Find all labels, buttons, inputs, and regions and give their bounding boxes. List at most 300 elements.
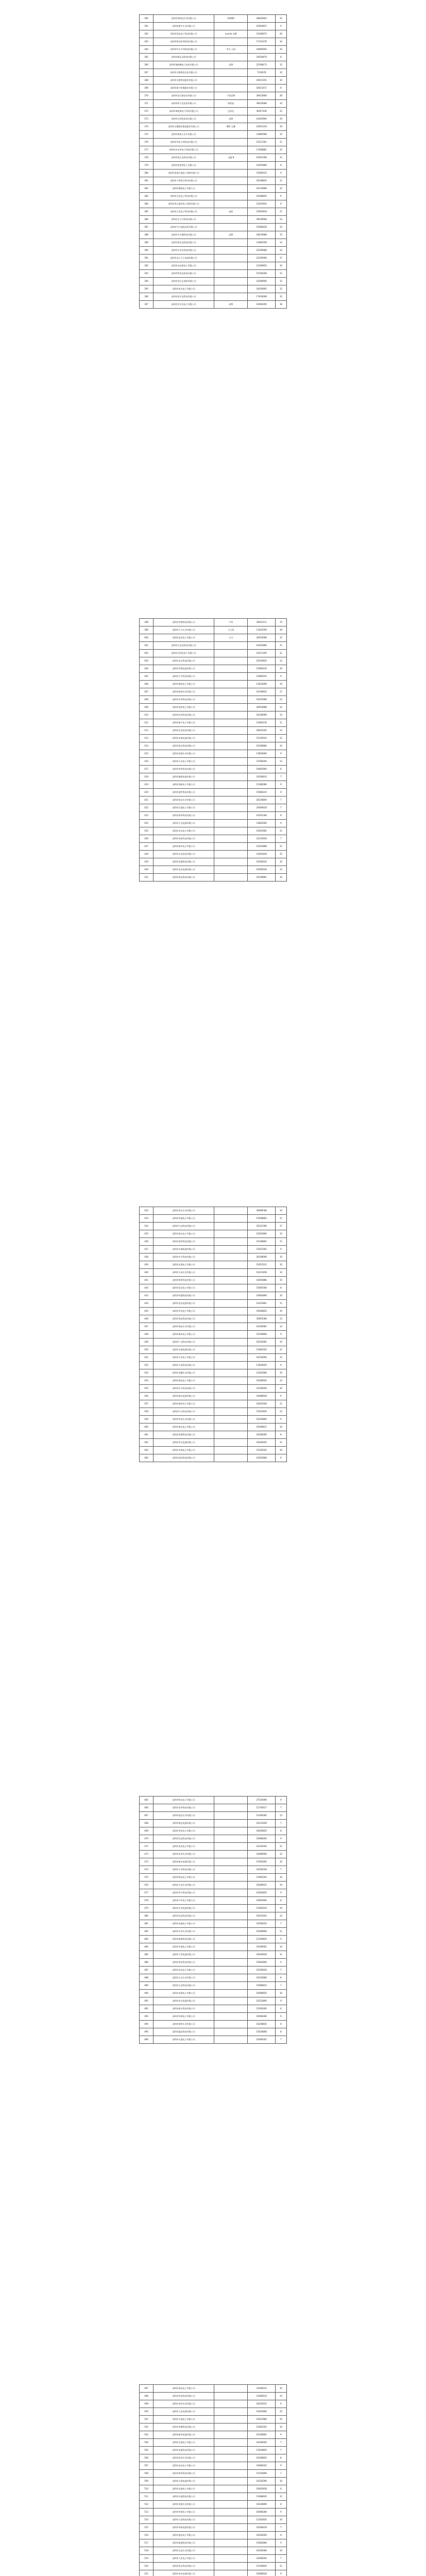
registration-number: 16212628 xyxy=(248,1820,275,1827)
item-count: 9 xyxy=(275,1362,286,1369)
company-name: 深圳市华太平洋科技有限公司 xyxy=(154,46,214,54)
table-row xyxy=(140,820,287,827)
registration-number: 15756617 xyxy=(248,1804,275,1812)
row-number: 383 xyxy=(140,193,154,200)
registration-number: 16206696 xyxy=(248,711,275,719)
row-number: 390 xyxy=(140,247,154,255)
registration-number: 17243378 xyxy=(248,38,275,46)
table-row xyxy=(140,177,287,185)
table-row xyxy=(140,2416,287,2424)
item-count: 12 xyxy=(275,1408,286,1416)
company-name: 深圳市锦华科技有限公司 xyxy=(154,1277,214,1284)
item-count: 10 xyxy=(275,2424,286,2431)
brand-name xyxy=(214,1967,248,1974)
registration-number: 15206826 xyxy=(248,2563,275,2570)
row-number: 433 xyxy=(140,1215,154,1223)
brand-name xyxy=(214,54,248,61)
item-count: 8 xyxy=(275,162,286,170)
registration-number: 16268285 xyxy=(248,1431,275,1439)
brand-name xyxy=(214,1804,248,1812)
row-number: 443 xyxy=(140,1292,154,1300)
table-row xyxy=(140,866,287,874)
table-row xyxy=(140,735,287,742)
table-row xyxy=(140,1300,287,1308)
company-name: 深圳市中天科技有限公司 xyxy=(154,1253,214,1261)
company-name: 深圳市鸿天盛世电子商务有限公司 xyxy=(154,200,214,208)
item-count: 15 xyxy=(275,61,286,69)
row-number: 418 xyxy=(140,773,154,781)
item-count: 10 xyxy=(275,1277,286,1284)
registration-number: 16228881 xyxy=(248,874,275,882)
registration-number: 36036668 xyxy=(248,216,275,224)
table-row xyxy=(140,851,287,858)
item-count: 8 xyxy=(275,2021,286,2028)
row-number: 458 xyxy=(140,1408,154,1416)
company-name: 深圳市宝达实业有限公司 xyxy=(154,2547,214,2555)
item-count: 7 xyxy=(275,1804,286,1812)
company-name: 深圳市康宝达科技有限公司 xyxy=(154,239,214,247)
company-name: 深圳市天宇科技有限公司 xyxy=(154,673,214,681)
brand-name xyxy=(214,2005,248,2013)
registration-number: 22268473 xyxy=(248,61,275,69)
table-row xyxy=(140,1974,287,1982)
table-row xyxy=(140,200,287,208)
item-count: 11 xyxy=(275,1951,286,1959)
table-row xyxy=(140,193,287,200)
item-count: 10 xyxy=(275,665,286,673)
registration-number: 16206862 xyxy=(248,2431,275,2439)
item-count: 10 xyxy=(275,874,286,882)
brand-name xyxy=(214,1820,248,1827)
row-number: 366 xyxy=(140,61,154,69)
row-number: 506 xyxy=(140,2454,154,2462)
company-name: 深圳市新兴传媒股份有限公司 xyxy=(154,84,214,92)
row-number: 517 xyxy=(140,2539,154,2547)
brand-name xyxy=(214,2408,248,2416)
table-row xyxy=(140,650,287,657)
company-name: 深圳市大宏电子有限公司 xyxy=(154,2555,214,2563)
company-name: 深圳市海天达科技有限公司 xyxy=(154,154,214,162)
company-name: 深圳市天宝实业有限公司 xyxy=(154,1974,214,1982)
registration-number: 21266580 xyxy=(248,1812,275,1820)
registration-number: 15266282 xyxy=(248,2005,275,2013)
item-count: 9 xyxy=(275,1889,286,1897)
company-name: 深圳市银达电器有限公司 xyxy=(154,1820,214,1827)
registration-number: 16211361 xyxy=(248,139,275,146)
item-count: 12 xyxy=(275,735,286,742)
registration-number: 26280625 xyxy=(248,1882,275,1889)
brand-name xyxy=(214,2393,248,2400)
registration-number: 16286262 xyxy=(248,2036,275,2044)
company-name: 深圳市新宝科技有限公司 xyxy=(154,2005,214,2013)
registration-number: 15560266 xyxy=(248,1858,275,1866)
brand-name xyxy=(214,827,248,835)
row-number: 499 xyxy=(140,2400,154,2408)
table-row xyxy=(140,1820,287,1827)
item-count: 10 xyxy=(275,69,286,77)
item-count: 12 xyxy=(275,1912,286,1920)
table-row xyxy=(140,1246,287,1253)
registration-number: 16086966 xyxy=(248,1851,275,1858)
table-row xyxy=(140,2501,287,2509)
item-count: 12 xyxy=(275,696,286,704)
registration-number: 15226868 xyxy=(248,2470,275,2478)
row-number: 508 xyxy=(140,2470,154,2478)
brand-name xyxy=(214,2028,248,2036)
company-name: 深圳市新达电器有限公司 xyxy=(154,1858,214,1866)
item-count: 9 xyxy=(275,1393,286,1400)
registration-number: 26208068 xyxy=(248,1253,275,1261)
company-name: 深圳市华顺科技有限公司 xyxy=(154,2424,214,2431)
registration-number: 16222866 xyxy=(248,1997,275,2005)
company-name: 深圳市恒达实业有限公司 xyxy=(154,796,214,804)
brand-name xyxy=(214,1338,248,1346)
brand-name xyxy=(214,1874,248,1882)
item-count: 12 xyxy=(275,866,286,874)
table-row xyxy=(140,773,287,781)
brand-name xyxy=(214,1959,248,1967)
item-count: 17 xyxy=(275,1223,286,1230)
item-count: 10 xyxy=(275,1292,286,1300)
item-count: 9 xyxy=(275,673,286,681)
company-name: 深圳市特美达贸易有限公司 xyxy=(154,270,214,278)
registration-number: 16288262 xyxy=(248,2555,275,2563)
table-row xyxy=(140,1331,287,1338)
table-row xyxy=(140,30,287,38)
table-row xyxy=(140,247,287,255)
brand-name xyxy=(214,773,248,781)
registration-number: 15626226 xyxy=(248,1905,275,1912)
company-name: 深圳市大达电器有限公司 xyxy=(154,2408,214,2416)
registration-number: 16206628 xyxy=(248,1967,275,1974)
company-name: 深圳市兴达科技有限公司 xyxy=(154,1223,214,1230)
table-row xyxy=(140,2005,287,2013)
row-number: 429 xyxy=(140,858,154,866)
table-row xyxy=(140,2028,287,2036)
row-number: 471 xyxy=(140,1843,154,1851)
item-count: 9 xyxy=(275,2462,286,2470)
registration-number: 16208826 xyxy=(248,2021,275,2028)
company-name: 深圳市中企宏科技有限公司 xyxy=(154,247,214,255)
company-name: 深圳市恒宝科技有限公司 xyxy=(154,2563,214,2570)
brand-name xyxy=(214,200,248,208)
row-number: 410 xyxy=(140,711,154,719)
brand-name xyxy=(214,239,248,247)
row-number: 391 xyxy=(140,255,154,262)
row-number: 382 xyxy=(140,185,154,193)
registration-number: 15688260 xyxy=(248,1835,275,1843)
brand-name xyxy=(214,1331,248,1338)
item-count: 9 xyxy=(275,2509,286,2516)
table-row xyxy=(140,15,287,23)
registration-number: 27530069 xyxy=(248,1797,275,1804)
brand-name xyxy=(214,874,248,882)
registration-number: 20584827 xyxy=(248,23,275,30)
company-name: 深圳市盛达电子有限公司 xyxy=(154,2532,214,2539)
registration-number: 16226866 xyxy=(248,1416,275,1423)
brand-name xyxy=(214,2021,248,2028)
item-count: 9 xyxy=(275,2570,286,2576)
registration-number: 16208266 xyxy=(248,2439,275,2447)
registration-number: 17626698 xyxy=(248,293,275,301)
brand-name xyxy=(214,781,248,789)
item-count: 9 xyxy=(275,1797,286,1804)
registration-number: 25652222 xyxy=(248,1261,275,1269)
brand-name xyxy=(214,1835,248,1843)
brand-name: 合丰 xyxy=(214,634,248,642)
row-number: 404 xyxy=(140,665,154,673)
brand-name: 大大兔 xyxy=(214,626,248,634)
brand-name xyxy=(214,758,248,766)
brand-name: 高新 xyxy=(214,208,248,216)
item-count: 10 xyxy=(275,1308,286,1315)
item-count: 12 xyxy=(275,278,286,285)
item-count: 7 xyxy=(275,835,286,843)
table-row xyxy=(140,185,287,193)
registration-number: 12568206 xyxy=(248,758,275,766)
item-count: 15 xyxy=(275,15,286,23)
table-row xyxy=(140,1377,287,1385)
table-row xyxy=(140,293,287,301)
table-row xyxy=(140,1943,287,1951)
company-name: 深圳市光明电子有限公司 xyxy=(154,1447,214,1454)
brand-name xyxy=(214,131,248,139)
row-number: 466 xyxy=(140,1804,154,1812)
table-row xyxy=(140,139,287,146)
brand-name xyxy=(214,835,248,843)
brand-name xyxy=(214,1920,248,1928)
table-row xyxy=(140,216,287,224)
brand-name xyxy=(214,2013,248,2021)
brand-name xyxy=(214,2570,248,2576)
company-name: 深圳市荣华科技有限公司 xyxy=(154,766,214,773)
registration-number: 10606028 xyxy=(248,866,275,874)
table-row xyxy=(140,1889,287,1897)
registration-number: 16228866 xyxy=(248,2501,275,2509)
company-name: 深圳市华新电器有限公司 xyxy=(154,2524,214,2532)
brand-name xyxy=(214,139,248,146)
table-row xyxy=(140,108,287,115)
registration-number: 16262866 xyxy=(248,2408,275,2416)
company-name: 深圳市嘉华科技有限公司 xyxy=(154,812,214,820)
brand-name xyxy=(214,789,248,796)
table-row xyxy=(140,23,287,30)
item-count: 11 xyxy=(275,1928,286,1936)
registration-number: 16056895 xyxy=(248,285,275,293)
company-name: 深圳市金海实业有限公司 xyxy=(154,2501,214,2509)
brand-name xyxy=(214,1261,248,1269)
row-number: 464 xyxy=(140,1454,154,1462)
table-row xyxy=(140,38,287,46)
company-name: 深圳市宝达电子有限公司 xyxy=(154,827,214,835)
item-count: 11 xyxy=(275,1439,286,1447)
company-name: 深圳市天成实业有限公司 xyxy=(154,1269,214,1277)
company-name: 深圳市富宇达科技有限公司 xyxy=(154,293,214,301)
item-count: 15 xyxy=(275,619,286,626)
registration-number: 17608881 xyxy=(248,146,275,154)
row-number: 388 xyxy=(140,231,154,239)
item-count: 8 xyxy=(275,1974,286,1982)
registration-number: 16210889 xyxy=(248,185,275,193)
row-number: 504 xyxy=(140,2439,154,2447)
brand-name xyxy=(214,2400,248,2408)
table-row xyxy=(140,84,287,92)
row-number: 479 xyxy=(140,1905,154,1912)
row-number: 484 xyxy=(140,1943,154,1951)
registration-number: 16265868 xyxy=(248,1454,275,1462)
item-count: 9 xyxy=(275,789,286,796)
registration-number: 15698120 xyxy=(248,170,275,177)
registration-number: 23210028 xyxy=(248,835,275,843)
company-name: 深圳市东华科技有限公司 xyxy=(154,696,214,704)
row-number: 521 xyxy=(140,2570,154,2576)
company-name: 深圳市宏达贸易有限公司 xyxy=(154,727,214,735)
company-name: 深圳市星辰电子有限公司 xyxy=(154,285,214,293)
brand-name xyxy=(214,858,248,866)
brand-name xyxy=(214,1912,248,1920)
company-name: 深圳市大华联合科技有限公司 xyxy=(154,177,214,185)
table-row xyxy=(140,1897,287,1905)
table-row xyxy=(140,758,287,766)
brand-name xyxy=(214,1982,248,1990)
table-row xyxy=(140,2493,287,2501)
table-row xyxy=(140,2431,287,2439)
brand-name xyxy=(214,711,248,719)
item-count: 11 xyxy=(275,1843,286,1851)
company-name: 深圳市鑫源电器有限公司 xyxy=(154,773,214,781)
company-name: 深圳市科达电子有限公司 xyxy=(154,1797,214,1804)
item-count: 10 xyxy=(275,1369,286,1377)
company-name: 深圳市华泰电子有限公司 xyxy=(154,2509,214,2516)
registration-number: 16086262 xyxy=(248,2462,275,2470)
row-number: 444 xyxy=(140,1300,154,1308)
item-count: 18 xyxy=(275,626,286,634)
row-number: 360 xyxy=(140,15,154,23)
registration-number: 16062828 xyxy=(248,2485,275,2493)
row-number: 518 xyxy=(140,2547,154,2555)
brand-name xyxy=(214,1354,248,1362)
registration-number: 16268062 xyxy=(248,1943,275,1951)
brand-name xyxy=(214,1269,248,1277)
registration-number: 16206208 xyxy=(248,1866,275,1874)
item-count: 11 xyxy=(275,177,286,185)
item-count: 12 xyxy=(275,1851,286,1858)
table-row xyxy=(140,1797,287,1804)
company-name: 深圳市万达电子有限公司 xyxy=(154,758,214,766)
brand-name xyxy=(214,1974,248,1982)
registration-number: 15106520 xyxy=(248,735,275,742)
table-row xyxy=(140,634,287,642)
brand-name xyxy=(214,1827,248,1835)
registration-number: 16198620 xyxy=(248,688,275,696)
registration-number: 36022806 xyxy=(248,92,275,100)
table-row xyxy=(140,301,287,309)
company-name: 深圳市富达实业有限公司 xyxy=(154,1812,214,1820)
company-name: 深圳市美宝科技有限公司 xyxy=(154,657,214,665)
table-row xyxy=(140,688,287,696)
table-row xyxy=(140,1400,287,1408)
item-count: 10 xyxy=(275,224,286,231)
item-count: 9 xyxy=(275,1959,286,1967)
brand-name xyxy=(214,657,248,665)
brand-name xyxy=(214,2524,248,2532)
registration-number: 11643599 xyxy=(248,626,275,634)
table-row xyxy=(140,796,287,804)
row-number: 520 xyxy=(140,2563,154,2570)
company-name: 深圳市金宝实业有限公司 xyxy=(154,1207,214,1215)
registration-number: 16405994 xyxy=(248,115,275,123)
company-name: 深圳市德扬电子有限公司 xyxy=(154,185,214,193)
brand-name xyxy=(214,1315,248,1323)
brand-name xyxy=(214,2036,248,2044)
registration-number: 15685068 xyxy=(248,1284,275,1292)
registration-number: 16026628 xyxy=(248,1951,275,1959)
brand-name xyxy=(214,1246,248,1253)
company-name: 深圳市东宏华电子科技有限公司 xyxy=(154,146,214,154)
row-number: 415 xyxy=(140,750,154,758)
item-count: 18 xyxy=(275,301,286,309)
company-name: 深圳市金宏实业有限公司 xyxy=(154,2400,214,2408)
registration-number: 20619008 xyxy=(248,634,275,642)
table-row xyxy=(140,2509,287,2516)
row-number: 407 xyxy=(140,688,154,696)
table-row xyxy=(140,77,287,84)
row-number: 397 xyxy=(140,301,154,309)
row-number: 505 xyxy=(140,2447,154,2454)
company-name: 深圳市宝源电器有限公司 xyxy=(154,1346,214,1354)
item-count: 10 xyxy=(275,262,286,270)
table-row xyxy=(140,1997,287,2005)
registration-number: 16205968 xyxy=(248,696,275,704)
brand-name: 宝龍 B xyxy=(214,154,248,162)
item-count: 13 xyxy=(275,758,286,766)
brand-name xyxy=(214,247,248,255)
item-count: 12 xyxy=(275,657,286,665)
row-number: 426 xyxy=(140,835,154,843)
item-count: 9 xyxy=(275,170,286,177)
table-row xyxy=(140,2424,287,2431)
item-count: 8 xyxy=(275,2005,286,2013)
row-number: 427 xyxy=(140,843,154,851)
table-row xyxy=(140,1269,287,1277)
registration-number: 15209826 xyxy=(248,1936,275,1943)
row-number: 513 xyxy=(140,2509,154,2516)
row-number: 492 xyxy=(140,2005,154,2013)
registration-number: 21620630 xyxy=(248,200,275,208)
row-number: 432 xyxy=(140,1207,154,1215)
company-name: 深圳市金百运商贸有限公司 xyxy=(154,278,214,285)
row-number: 419 xyxy=(140,781,154,789)
brand-name xyxy=(214,2447,248,2454)
table-row xyxy=(140,789,287,796)
company-name: 深圳市万源电器有限公司 xyxy=(154,2478,214,2485)
company-name: 深圳市宏达电器有限公司 xyxy=(154,1997,214,2005)
company-name: 深圳市宏源电子有限公司 xyxy=(154,1261,214,1269)
company-name: 深圳市海欣天木头有限公司 xyxy=(154,131,214,139)
row-number: 402 xyxy=(140,650,154,657)
company-name: 深圳市宝立兴科技有限公司 xyxy=(154,216,214,224)
company-name: 深圳市永盛电子有限公司 xyxy=(154,2036,214,2044)
item-count: 10 xyxy=(275,1858,286,1866)
item-count: 10 xyxy=(275,1269,286,1277)
registration-number: 15825806 xyxy=(248,1230,275,1238)
item-count: 10 xyxy=(275,681,286,688)
table-row xyxy=(140,100,287,108)
table-row xyxy=(140,1369,287,1377)
brand-name xyxy=(214,2539,248,2547)
table-row xyxy=(140,1827,287,1835)
row-number: 470 xyxy=(140,1835,154,1843)
